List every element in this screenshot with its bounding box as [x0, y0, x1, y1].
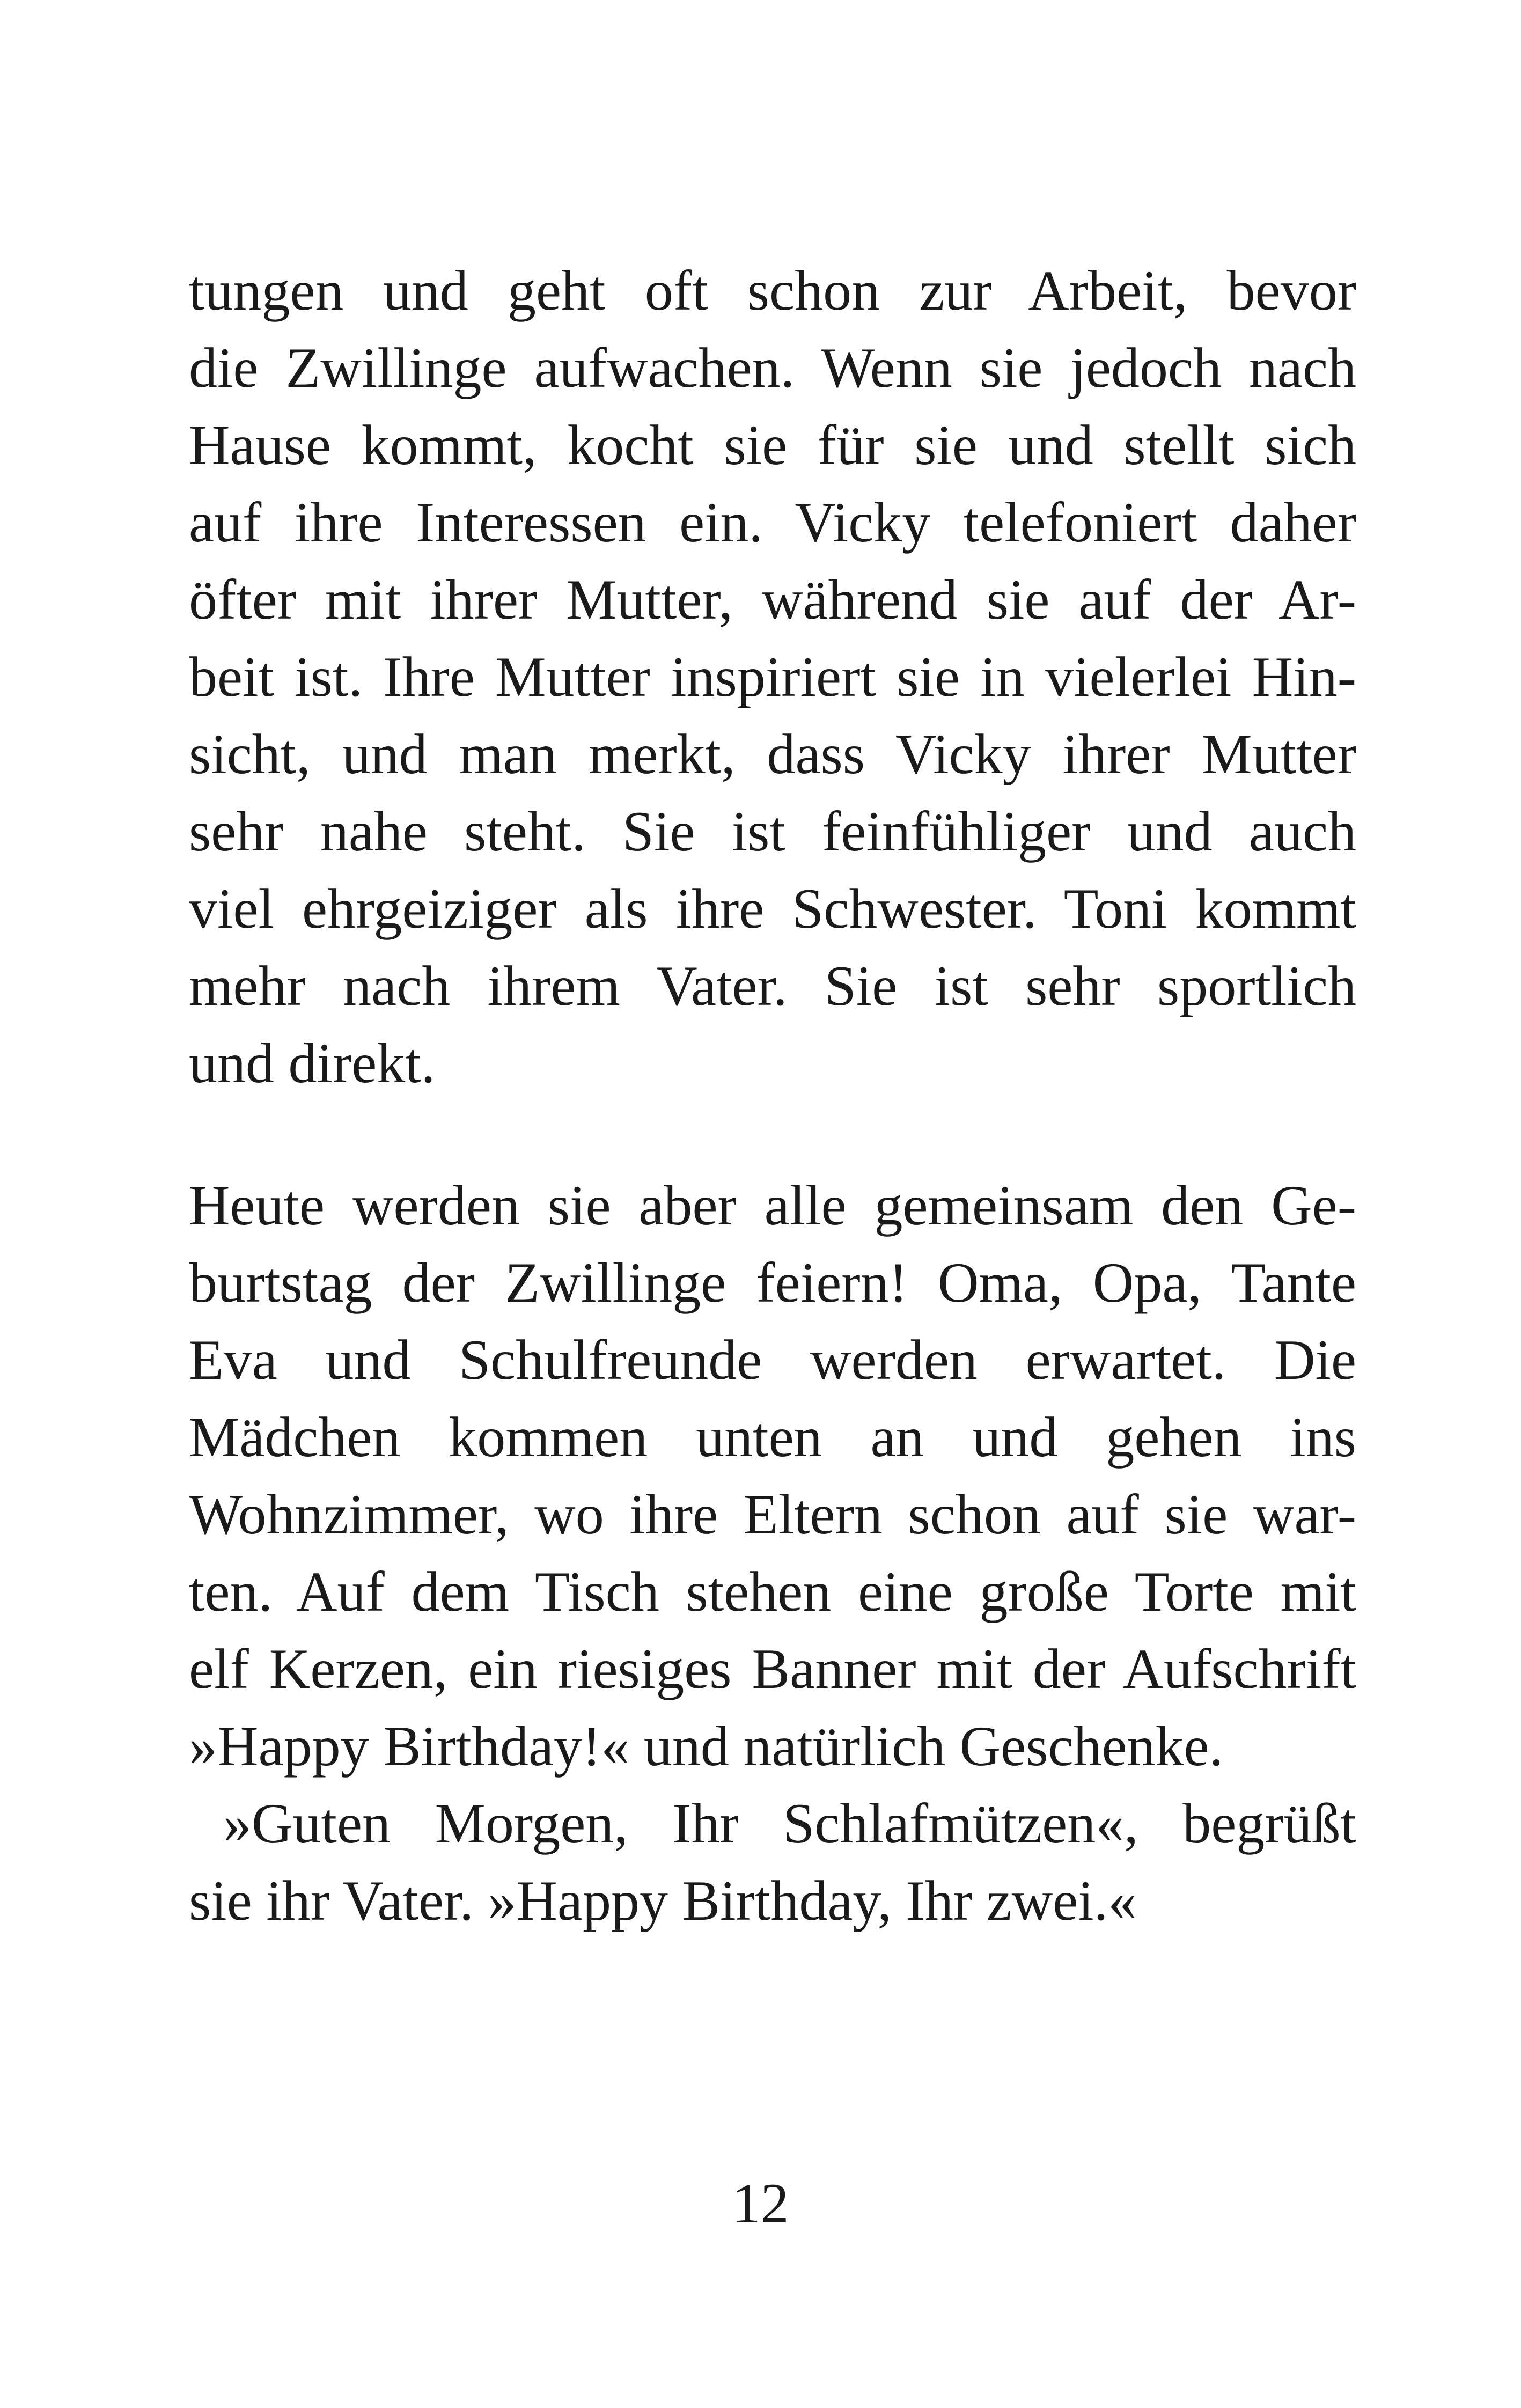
- text-line: sicht, und man merkt, dass Vicky ihrer Mutter: [189, 723, 1356, 785]
- text-line: Heute werden sie aber alle gemeinsam den Ge-: [189, 1174, 1356, 1237]
- text-line: beit ist. Ihre Mutter inspiriert sie in vielerlei Hin-: [189, 645, 1356, 708]
- text-line: mehr nach ihrem Vater. Sie ist sehr sportlich: [189, 955, 1356, 1017]
- text-line: und direkt.: [189, 1032, 436, 1095]
- text-line: Mädchen kommen unten an und gehen ins: [189, 1406, 1356, 1469]
- text-line: elf Kerzen, ein riesiges Banner mit der Aufschrift: [189, 1638, 1356, 1700]
- text-line: burtstag der Zwillinge feiern! Oma, Opa, Tante: [189, 1251, 1356, 1314]
- text-line: sehr nahe steht. Sie ist feinfühliger und auch: [189, 800, 1356, 863]
- paragraph-1: [189, 252, 1356, 1102]
- text-line: »Happy Birthday!« und natürlich Geschenke.: [189, 1715, 1224, 1778]
- text-line: ten. Auf dem Tisch stehen eine große Torte mit: [189, 1560, 1356, 1623]
- text-line: sie ihr Vater. »Happy Birthday, Ihr zwei.«: [189, 1869, 1137, 1932]
- text-line: Eva und Schulfreunde werden erwartet. Die: [189, 1328, 1356, 1391]
- paragraph-2: [189, 1167, 1356, 1940]
- text-line: öfter mit ihrer Mutter, während sie auf der Ar-: [189, 568, 1356, 631]
- text-line: auf ihre Interessen ein. Vicky telefoniert daher: [189, 491, 1356, 554]
- text-line: die Zwillinge aufwachen. Wenn sie jedoch nach: [189, 336, 1356, 399]
- text-line: »Guten Morgen, Ihr Schlafmützen«, begrüßt: [223, 1792, 1356, 1855]
- text-line: Hause kommt, kocht sie für sie und stellt sich: [189, 414, 1356, 476]
- text-line: viel ehrgeiziger als ihre Schwester. Toni kommt: [189, 877, 1356, 940]
- text-line: Wohnzimmer, wo ihre Eltern schon auf sie war-: [189, 1483, 1356, 1546]
- text-line: tungen und geht oft schon zur Arbeit, bevor: [189, 259, 1356, 322]
- page-number: 12: [732, 2172, 789, 2235]
